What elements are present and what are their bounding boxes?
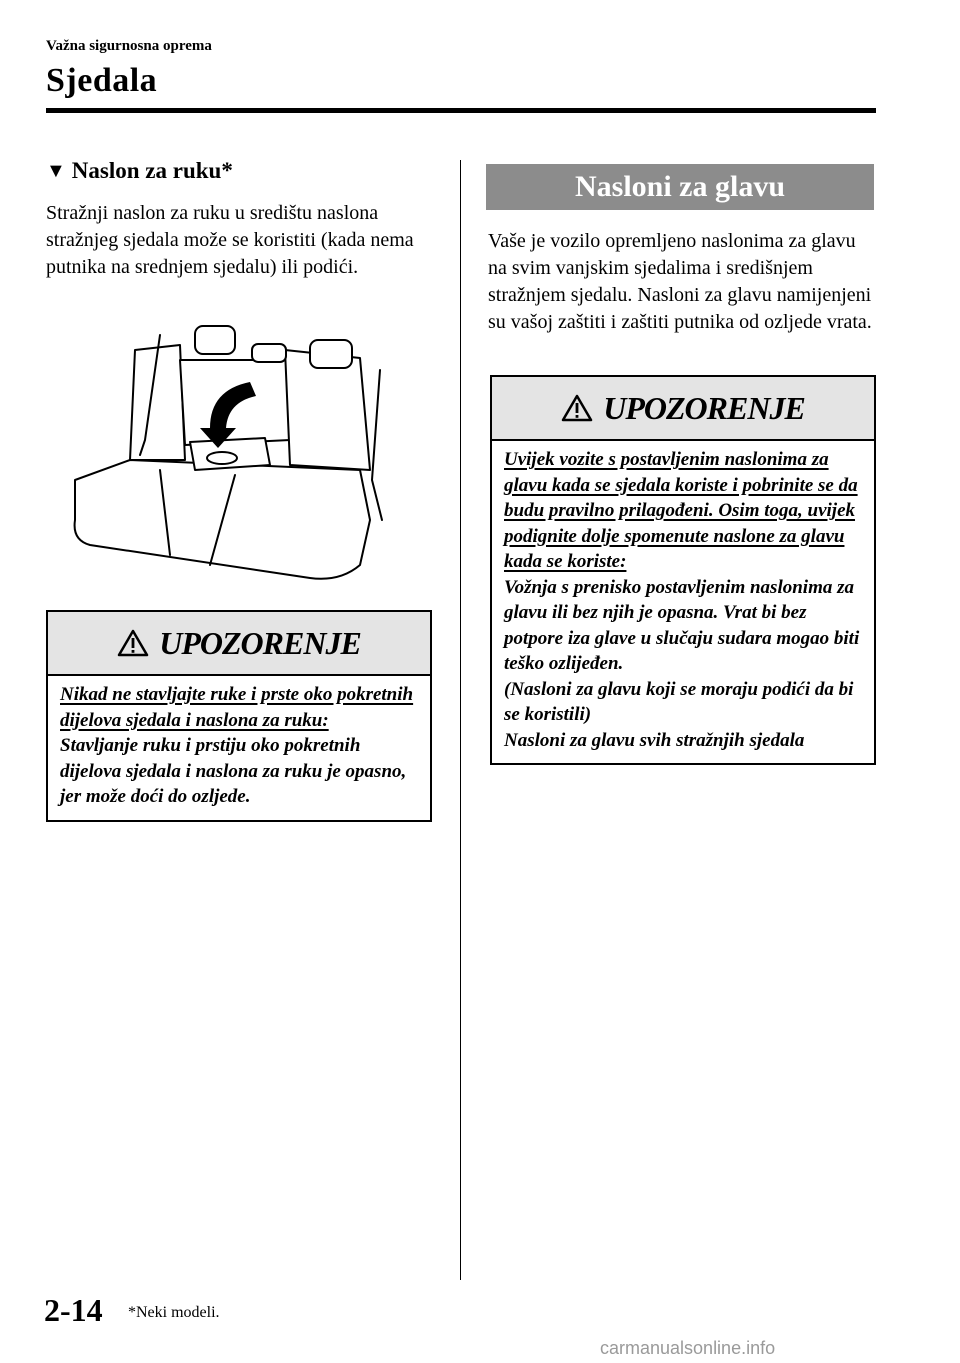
warning-title: UPOZORENJE <box>159 624 361 661</box>
triangle-bullet-icon: ▼ <box>46 159 66 182</box>
warning-triangle-icon <box>561 394 593 422</box>
header-rule <box>46 108 876 113</box>
section-banner-headrests: Nasloni za glavu <box>486 164 874 210</box>
rear-seat-armrest-illustration <box>60 320 410 585</box>
column-divider <box>460 160 461 1280</box>
breadcrumb: Važna sigurnosna oprema <box>46 38 212 54</box>
warning-text: Vožnja s prenisko postavljenim naslonima za glavu ili bez njih je opasna. Vrat bi bez potpore iza glave u slučaju sudara mogao biti teško ozlijeđen. <box>504 576 860 674</box>
warning-lead: Uvijek vozite s postavljenim naslonima za glavu kada se sjedala koriste i pobrinite se da budu pravilno prilagođeni. Osim toga, uvijek podignite dolje spomenute naslone za glavu kada se koriste: <box>504 449 858 572</box>
warning-header <box>492 377 874 441</box>
warning-triangle-icon <box>117 629 149 657</box>
warning-note: Nasloni za glavu svih stražnjih sjedala <box>504 729 805 751</box>
warning-box-headrests <box>490 375 876 765</box>
armrest-paragraph: Stražnji naslon za ruku u središtu naslona stražnjeg sjedala može se koristiti (kada nema putnika na srednjem sjedalu) ili podići. <box>46 202 414 278</box>
section-heading-text: Naslon za ruku* <box>71 158 233 183</box>
warning-lead: Nikad ne stavljajte ruke i prste oko pokretnih dijelova sjedala i naslona za ruku: <box>60 684 414 731</box>
warning-box-armrest <box>46 610 432 822</box>
chapter-title: Sjedala <box>46 62 158 99</box>
page-number: 2-14 <box>44 1292 103 1328</box>
warning-body <box>48 676 430 820</box>
footnote: *Neki modeli. <box>128 1304 220 1321</box>
section-heading-armrest <box>46 158 233 184</box>
warning-header <box>48 612 430 676</box>
warning-text: Stavljanje ruku i prstiju oko pokretnih dijelova sjedala i naslona za ruku je opasno, jer može doći do ozljede. <box>60 735 407 807</box>
watermark: carmanualsonline.info <box>600 1338 776 1358</box>
warning-body <box>492 441 874 763</box>
headrest-paragraph: Vaše je vozilo opremljeno naslonima za glavu na svim vanjskim sjedalima i središnjem stražnjem sjedalu. Nasloni za glavu namijenjeni su vašoj zaštiti i zaštiti putnika od ozljede vrata. <box>488 230 872 333</box>
warning-note: (Nasloni za glavu koji se moraju podići da bi se koristili) <box>504 678 854 725</box>
warning-title: UPOZORENJE <box>603 389 805 426</box>
